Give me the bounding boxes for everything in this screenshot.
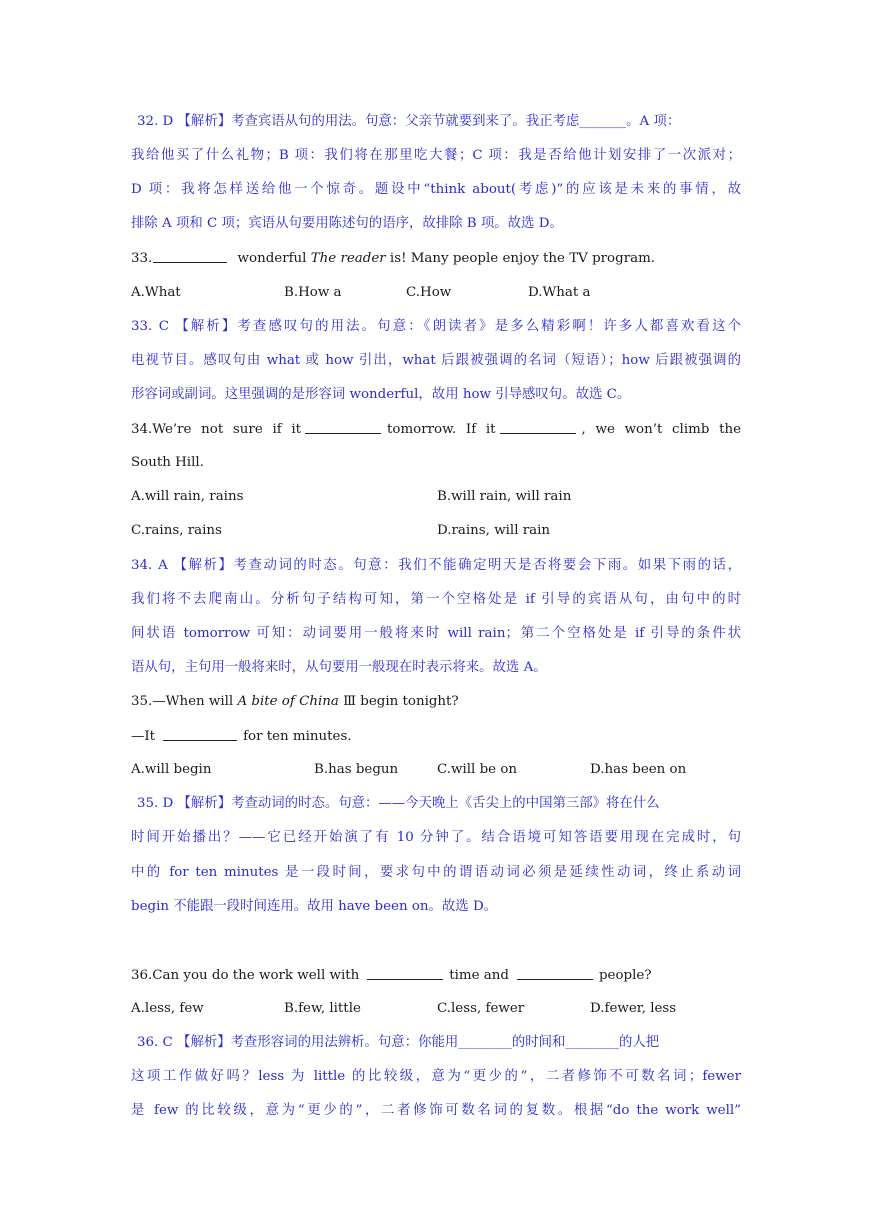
q36-analysis-line-3: 是 few 的比较级，意为“更少的”，二者修饰可数名词的复数。根据“do the work well” — [131, 1103, 741, 1118]
q33-stem-mid: wonderful — [233, 251, 311, 266]
q34-stem-part-1: 34.We’re not sure if it — [131, 422, 302, 437]
q36-analysis-line-1: 36. C 【解析】考查形容词的用法辨析。句意：你能用________的时间和________的人把 — [137, 1035, 660, 1050]
q35-analysis-line-1: 35. D 【解析】考查动词的时态。句意：——今天晚上《舌尖上的中国第三部》将在什么 — [137, 796, 660, 811]
q35-stem2-prefix: —It — [131, 729, 156, 744]
q34-stem-part-3: , we won’t climb the — [581, 422, 742, 437]
q33-option-b: B.How a — [284, 285, 342, 300]
q35-option-c: C.will be on — [437, 762, 518, 777]
q33-number: 33. — [131, 251, 153, 266]
q35-stem-suffix: Ⅲ begin tonight? — [338, 694, 459, 709]
q35-stem-prefix: 35.—When will — [131, 694, 238, 709]
q35-stem-line-2 — [131, 726, 741, 748]
q35-stem2-suffix: for ten minutes. — [243, 729, 352, 744]
q32-analysis-line-1: 32. D 【解析】考查宾语从句的用法。句意：父亲节就要到来了。我正考虑_______。A 项： — [137, 114, 681, 129]
q36-blank-2 — [517, 965, 593, 980]
q33-stem — [131, 248, 741, 270]
q35-option-d: D.has been on — [590, 762, 687, 777]
q36-option-b: B.few, little — [284, 1001, 361, 1016]
q35-analysis-line-4: begin 不能跟一段时间连用。故用 have been on。故选 D。 — [131, 899, 498, 914]
q35-option-a: A.will begin — [131, 762, 212, 777]
q35-blank — [163, 726, 237, 741]
q33-stem-italic: The reader — [310, 251, 386, 266]
q34-option-b: B.will rain, will rain — [437, 489, 572, 504]
q36-analysis-line-2: 这项工作做好吗？less 为 little 的比较级，意为“更少的”，二者修饰不可数名词；fewer — [131, 1069, 741, 1084]
q35-option-b: B.has begun — [314, 762, 399, 777]
q34-analysis-line-1: 34. A 【解析】考查动词的时态。句意：我们不能确定明天是否将要会下雨。如果下雨的话， — [131, 558, 741, 573]
q32-analysis-line-4: 排除 A 项和 C 项；宾语从句要用陈述句的语序，故排除 B 项。故选 D。 — [131, 216, 563, 231]
q36-stem — [131, 965, 741, 987]
q33-blank — [153, 248, 227, 263]
q35-stem-line-1 — [131, 692, 741, 714]
q34-option-c: C.rains, rains — [131, 523, 222, 538]
q36-stem-part-1: 36.Can you do the work well with — [131, 968, 360, 983]
q33-analysis-line-2: 电视节目。感叹句由 what 或 how 引出，what 后跟被强调的名词（短语）；how 后跟被强调的 — [131, 353, 741, 368]
q34-blank-1 — [305, 419, 381, 434]
q33-analysis-line-3: 形容词或副词。这里强调的是形容词 wonderful，故用 how 引导感叹句。故选 C。 — [131, 387, 631, 402]
q36-option-c: C.less, fewer — [437, 1001, 525, 1016]
q36-option-d: D.fewer, less — [590, 1001, 677, 1016]
q33-stem-suffix: is! Many people enjoy the TV program. — [385, 251, 656, 266]
q35-analysis-line-2: 时间开始播出？——它已经开始演了有 10 分钟了。结合语境可知答语要用现在完成时，句 — [131, 830, 741, 845]
q34-option-d: D.rains, will rain — [437, 523, 551, 538]
q36-stem-part-2: time and — [449, 968, 509, 983]
q33-option-d: D.What a — [528, 285, 591, 300]
q33-option-a: A.What — [131, 285, 181, 300]
q33-option-c: C.How — [406, 285, 452, 300]
q34-stem-line-1 — [131, 419, 741, 441]
q35-stem-italic: A bite of China — [237, 694, 339, 709]
q34-stem-line-2: South Hill. — [131, 455, 204, 470]
q36-option-a: A.less, few — [131, 1001, 204, 1016]
q34-option-a: A.will rain, rains — [131, 489, 244, 504]
q32-analysis-line-3: D 项：我将怎样送给他一个惊奇。题设中“think about(考虑)”的应该是未来的事情，故 — [131, 182, 741, 197]
q34-blank-2 — [500, 419, 576, 434]
q33-analysis-line-1: 33. C 【解析】考查感叹句的用法。句意：《朗读者》是多么精彩啊！许多人都喜欢看这个 — [131, 319, 741, 334]
q34-stem-part-2: tomorrow. If it — [387, 422, 496, 437]
q36-stem-part-3: people? — [598, 968, 652, 983]
q34-analysis-line-4: 语从句，主句用一般将来时，从句要用一般现在时表示将来。故选 A。 — [131, 660, 547, 675]
q35-analysis-line-3: 中的 for ten minutes 是一段时间，要求句中的谓语动词必须是延续性动词，终止系动词 — [131, 865, 741, 880]
q34-analysis-line-2: 我们将不去爬南山。分析句子结构可知，第一个空格处是 if 引导的宾语从句，由句中的时 — [131, 592, 741, 607]
q36-blank-1 — [367, 965, 443, 980]
q34-analysis-line-3: 间状语 tomorrow 可知：动词要用一般将来时 will rain；第二个空格处是 if 引导的条件状 — [131, 626, 741, 641]
q32-analysis-line-2: 我给他买了什么礼物；B 项：我们将在那里吃大餐；C 项：我是否给他计划安排了一次派对； — [131, 148, 741, 163]
